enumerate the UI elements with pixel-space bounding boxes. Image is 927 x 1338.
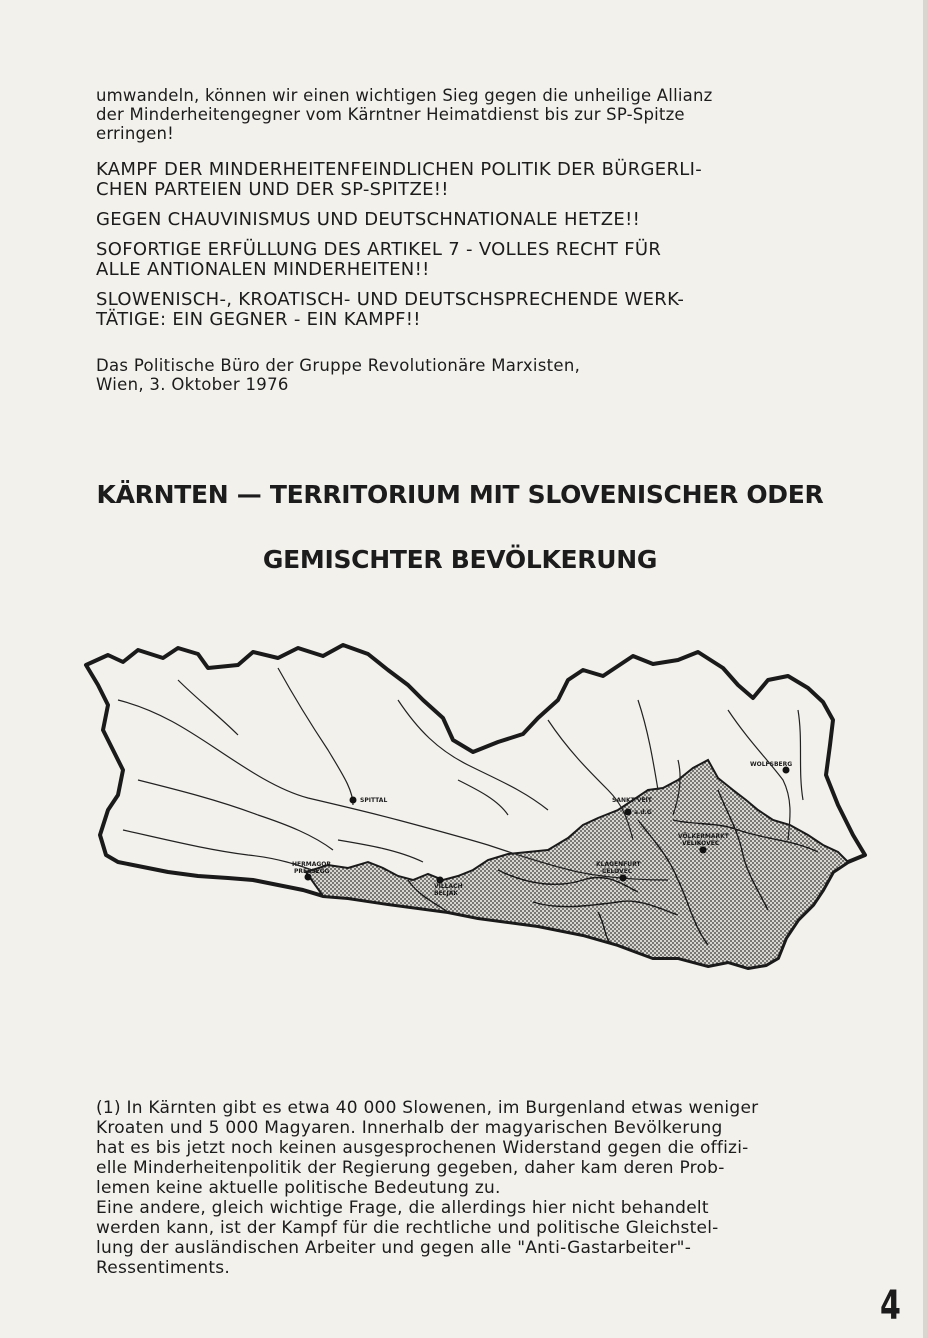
map-label-voelkermarkt: VÖLKERMARKT <box>678 833 729 840</box>
slogan-line: CHEN PARTEIEN UND DER SP-SPITZE!! <box>96 179 449 200</box>
map-label-klagenfurt: KLAGENFURT <box>596 861 641 868</box>
slogan-line: TÄTIGE: EIN GEGNER - EIN KAMPF!! <box>96 309 421 330</box>
footnote-line: Eine andere, gleich wichtige Frage, die allerdings hier nicht behandelt <box>96 1198 709 1218</box>
slogan-item <box>96 210 856 230</box>
slogan-list <box>96 160 856 340</box>
carinthia-map <box>78 640 878 1000</box>
intro-line: erringen! <box>96 124 174 143</box>
map-label-sankt-veit: SANKT VEIT <box>612 797 652 804</box>
intro-paragraph <box>96 86 856 143</box>
map-label-wolfsberg: WOLFSBERG <box>750 761 793 768</box>
intro-line: der Minderheitengegner vom Kärntner Heimatdienst bis zur SP-Spitze <box>96 105 685 124</box>
map-label-villach-2: BELJAK <box>434 890 459 897</box>
slogan-item <box>96 240 856 280</box>
town-marker <box>700 847 707 854</box>
footnote <box>96 1098 856 1278</box>
footnote-line: Ressentiments. <box>96 1258 231 1278</box>
map-label-spittal: SPITTAL <box>360 797 388 804</box>
signature <box>96 356 856 394</box>
footnote-line: hat es bis jetzt noch keinen ausgesprochenen Widerstand gegen die offizi- <box>96 1138 749 1158</box>
signature-line: Das Politische Büro der Gruppe Revolutionäre Marxisten, <box>96 356 581 375</box>
map-label-hermagor-2: PRESSEGG <box>294 868 330 875</box>
footnote-line: elle Minderheitenpolitik der Regierung gegeben, daher kam deren Prob- <box>96 1158 725 1178</box>
footnote-line: lung der ausländischen Arbeiter und gegen alle "Anti-Gastarbeiter"- <box>96 1238 692 1258</box>
slogan-line: SLOWENISCH-, KROATISCH- UND DEUTSCHSPRECHENDE WERK- <box>96 289 685 310</box>
section-heading: KÄRNTEN — TERRITORIUM MIT SLOVENISCHER ODER <box>96 480 824 509</box>
intro-line: umwandeln, können wir einen wichtigen Sieg gegen die unheilige Allianz <box>96 86 713 105</box>
signature-line: Wien, 3. Oktober 1976 <box>96 375 289 394</box>
footnote-line: lemen keine aktuelle politische Bedeutung zu. <box>96 1178 501 1198</box>
slogan-line: SOFORTIGE ERFÜLLUNG DES ARTIKEL 7 - VOLLES RECHT FÜR <box>96 239 662 260</box>
slogan-line: GEGEN CHAUVINISMUS UND DEUTSCHNATIONALE HETZE!! <box>96 209 641 230</box>
map-label-voelkermarkt-2: VELIKOVEC <box>682 840 720 847</box>
map-label-sankt-veit-sub: a.d.G <box>634 809 652 816</box>
map-label-villach: VILLACH <box>434 883 463 890</box>
map-label-klagenfurt-2: CELOVEC <box>602 868 633 875</box>
town-marker <box>620 875 627 882</box>
mixed-territory <box>306 760 848 968</box>
slogan-line: ALLE ANTIONALEN MINDERHEITEN!! <box>96 259 430 280</box>
slogan-line: KAMPF DER MINDERHEITENFEINDLICHEN POLITIK DER BÜRGERLI- <box>96 159 703 180</box>
town-marker <box>350 797 357 804</box>
page-edge <box>923 0 927 1338</box>
section-heading: GEMISCHTER BEVÖLKERUNG <box>262 545 658 574</box>
footnote-line: (1) In Kärnten gibt es etwa 40 000 Slowenen, im Burgenland etwas weniger <box>96 1098 759 1118</box>
slogan-item <box>96 290 856 330</box>
map-label-hermagor: HERMAGOR <box>292 861 331 868</box>
footnote-line: werden kann, ist der Kampf für die rechtliche und politische Gleichstel- <box>96 1218 719 1238</box>
town-marker <box>625 809 632 816</box>
footnote-line: Kroaten und 5 000 Magyaren. Innerhalb der magyarischen Bevölkerung <box>96 1118 723 1138</box>
page-number: 4 <box>880 1283 901 1329</box>
slogan-item <box>96 160 856 200</box>
